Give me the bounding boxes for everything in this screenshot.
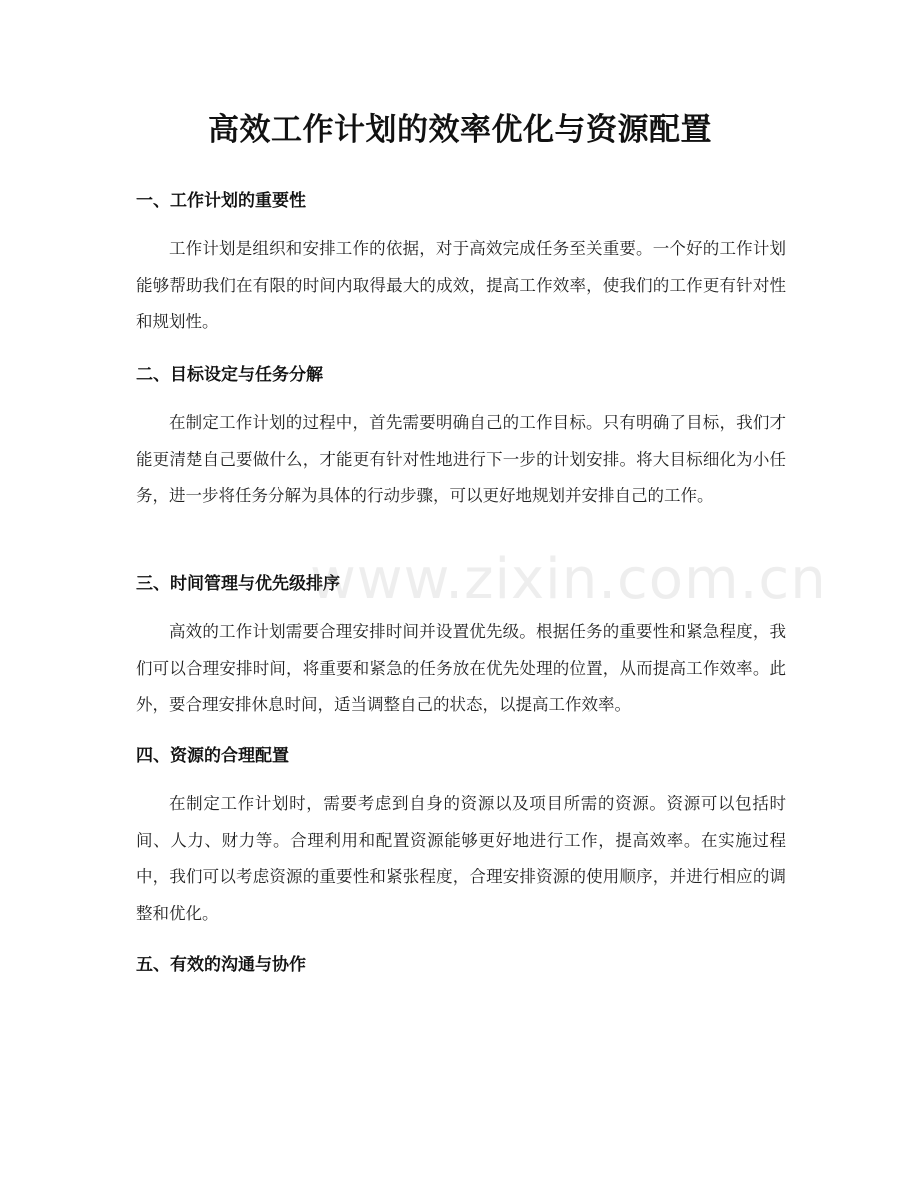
section-paragraph-2: 在制定工作计划的过程中，首先需要明确自己的工作目标。只有明确了目标，我们才能更清楚自己要做什么，才能更有针对性地进行下一步的计划安排。将大目标细化为小任务，进一步将任务分解为具体的行动步骤，可以更好地规划并安排自己的工作。 — [136, 413, 786, 505]
section-heading-3: 三、时间管理与优先级排序 — [136, 574, 340, 594]
section-heading-2: 二、目标设定与任务分解 — [136, 365, 323, 385]
section-paragraph-3: 高效的工作计划需要合理安排时间并设置优先级。根据任务的重要性和紧急程度，我们可以合理安排时间，将重要和紧急的任务放在优先处理的位置，从而提高工作效率。此外，要合理安排休息时间，适当调整自己的状态，以提高工作效率。 — [136, 622, 786, 714]
document-title: 高效工作计划的效率优化与资源配置 — [208, 112, 712, 148]
watermark: www.zixin.com.cn — [310, 547, 827, 612]
section-paragraph-1: 工作计划是组织和安排工作的依据，对于高效完成任务至关重要。一个好的工作计划能够帮助我们在有限的时间内取得最大的成效，提高工作效率，使我们的工作更有针对性和规划性。 — [136, 239, 786, 331]
section-heading-4: 四、资源的合理配置 — [136, 746, 289, 766]
section-heading-5: 五、有效的沟通与协作 — [136, 955, 306, 975]
section-heading-1: 一、工作计划的重要性 — [136, 191, 306, 211]
section-paragraph-4: 在制定工作计划时，需要考虑到自身的资源以及项目所需的资源。资源可以包括时间、人力、财力等。合理利用和配置资源能够更好地进行工作，提高效率。在实施过程中，我们可以考虑资源的重要性和紧张程度，合理安排资源的使用顺序，并进行相应的调整和优化。 — [136, 794, 786, 923]
